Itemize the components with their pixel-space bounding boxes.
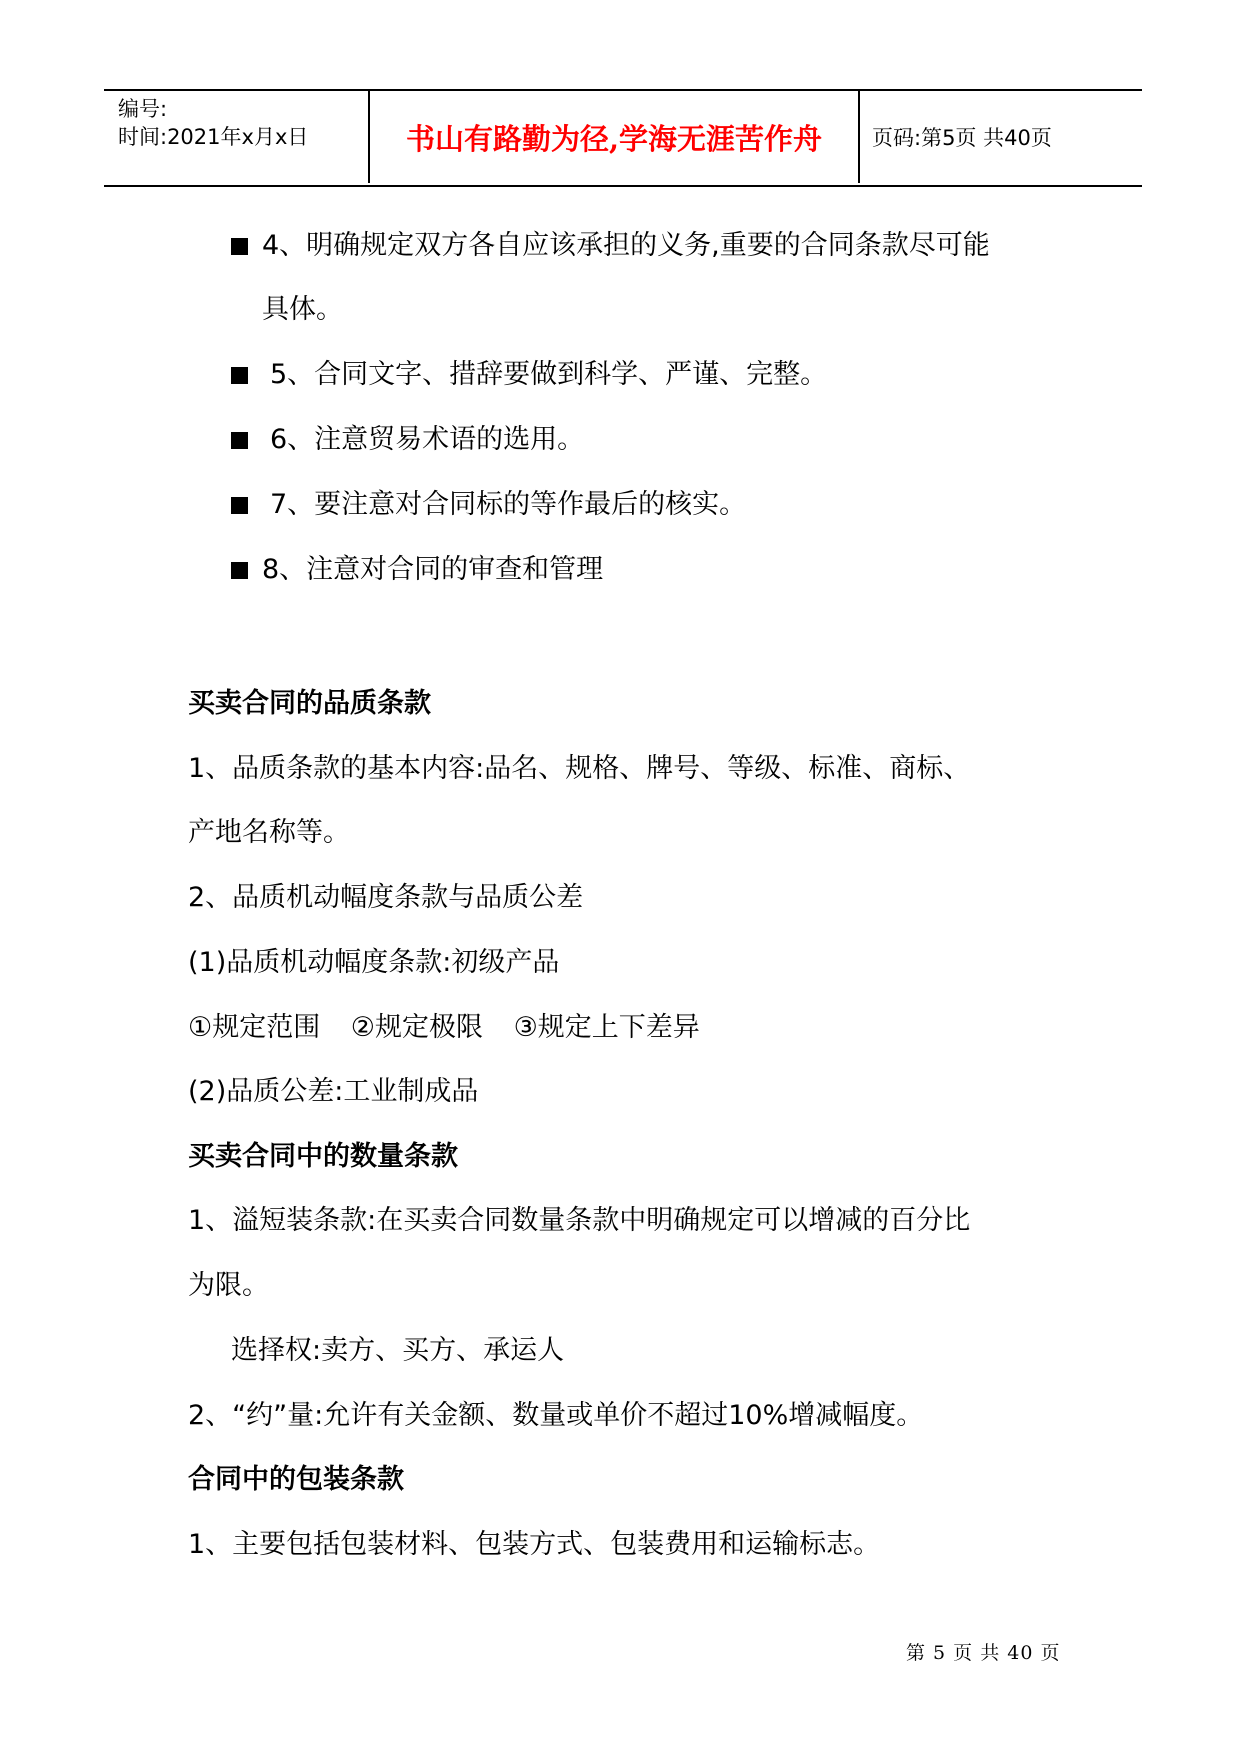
paragraph: 1、主要包括包装材料、包装方式、包装费用和运输标志。 bbox=[188, 1529, 881, 1560]
header-meta bbox=[118, 95, 362, 151]
square-bullet-icon bbox=[231, 432, 248, 449]
time-label: 时间:2021年x月x日 bbox=[118, 125, 309, 149]
paragraph: ①规定范围 ②规定极限 ③规定上下差异 bbox=[188, 1012, 700, 1043]
paragraph: 1、品质条款的基本内容:品名、规格、牌号、等级、标准、商标、 bbox=[188, 753, 971, 784]
paragraph: 为限。 bbox=[188, 1270, 269, 1301]
page-header bbox=[104, 89, 1142, 187]
paragraph: 2、品质机动幅度条款与品质公差 bbox=[188, 882, 584, 913]
header-divider bbox=[858, 91, 860, 183]
paragraph: (1)品质机动幅度条款:初级产品 bbox=[188, 947, 560, 978]
square-bullet-icon bbox=[231, 562, 248, 579]
paragraph: (2)品质公差:工业制成品 bbox=[188, 1076, 479, 1107]
page-footer: 第 5 页 共 40 页 bbox=[906, 1642, 1061, 1664]
paragraph: 1、溢短装条款:在买卖合同数量条款中明确规定可以增减的百分比 bbox=[188, 1205, 971, 1236]
bullet-item: 4、明确规定双方各自应该承担的义务,重要的合同条款尽可能 bbox=[262, 230, 990, 261]
square-bullet-icon bbox=[231, 367, 248, 384]
paragraph: 选择权:卖方、买方、承运人 bbox=[231, 1335, 565, 1366]
square-bullet-icon bbox=[231, 238, 248, 255]
section-heading: 买卖合同的品质条款 bbox=[188, 688, 431, 719]
bullet-item-continuation: 具体。 bbox=[262, 294, 343, 325]
bullet-item: 6、注意贸易术语的选用。 bbox=[270, 424, 585, 455]
bullet-item: 5、合同文字、措辞要做到科学、严谨、完整。 bbox=[270, 359, 828, 390]
paragraph: 2、“约”量:允许有关金额、数量或单价不超过10%增减幅度。 bbox=[188, 1400, 924, 1431]
paragraph: 产地名称等。 bbox=[188, 817, 350, 848]
number-label: 编号: bbox=[118, 97, 168, 121]
bullet-item: 7、要注意对合同标的等作最后的核实。 bbox=[270, 489, 747, 520]
square-bullet-icon bbox=[231, 497, 248, 514]
header-page-code: 页码:第5页 共40页 bbox=[872, 126, 1052, 150]
header-motto: 书山有路勤为径,学海无涯苦作舟 bbox=[405, 121, 823, 156]
section-heading: 合同中的包装条款 bbox=[188, 1464, 404, 1495]
section-heading: 买卖合同中的数量条款 bbox=[188, 1141, 458, 1172]
bullet-item: 8、注意对合同的审查和管理 bbox=[262, 554, 604, 585]
